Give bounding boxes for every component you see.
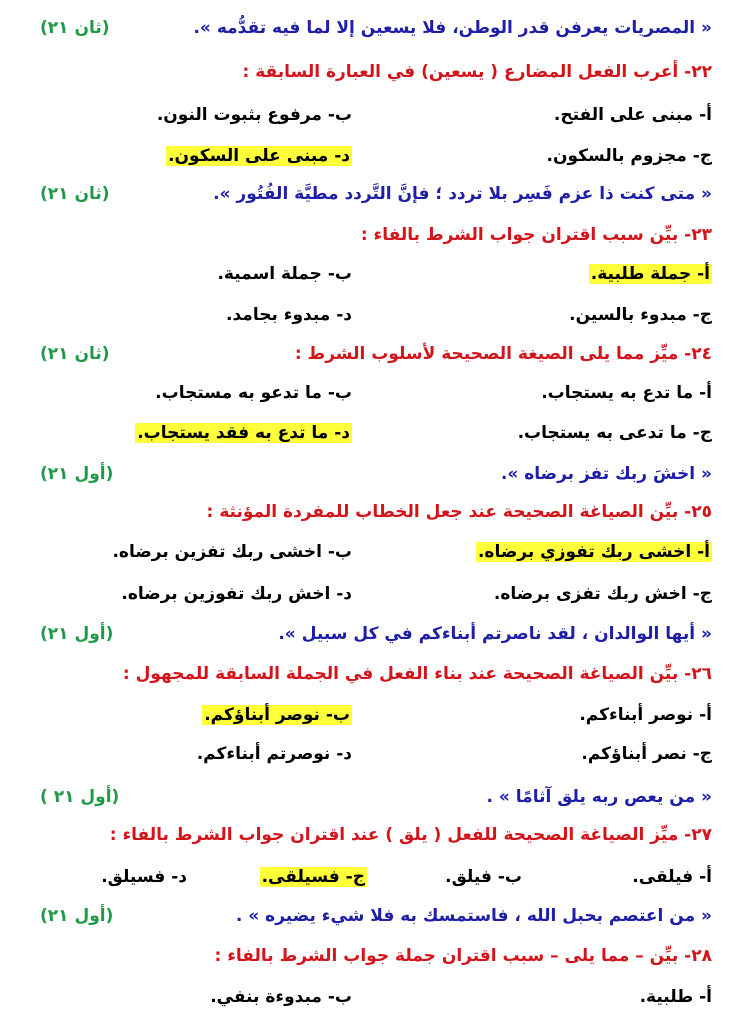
option-d-answer: د- مبنى على السكون. bbox=[168, 146, 350, 166]
options-row bbox=[40, 577, 712, 611]
question-22 bbox=[40, 55, 712, 89]
option-d-answer: د- ما تدع به فقد يستجاب. bbox=[137, 423, 350, 443]
question-text: ٢٨- بيِّن – مما يلى – سبب اقتران جملة جواب الشرط بالفاء : bbox=[214, 946, 712, 966]
quote-text: « متى كنت ذا عزم فَسِر بلا تردد ؛ فإنَّ التَّردد مطيَّة الفُتُور ». bbox=[213, 184, 712, 204]
question-24 bbox=[40, 337, 712, 371]
option-c: ج- اخش ربك تفزى برضاه. bbox=[493, 584, 712, 604]
quote-text: « أيها الوالدان ، لقد ناصرتم أبناءكم في كل سبيل ». bbox=[278, 624, 712, 644]
options-row bbox=[40, 257, 712, 291]
option-a-answer: أ- اخشى ربك تفوزي برضاه. bbox=[477, 542, 710, 562]
options-row bbox=[40, 416, 712, 450]
question-23 bbox=[40, 218, 712, 252]
option-a-answer: أ- جملة طلبية. bbox=[590, 264, 710, 284]
option-b: ب- فيلق. bbox=[445, 867, 522, 887]
option-d: د- نوصرتم أبناءكم. bbox=[196, 744, 352, 764]
question-text: ٢٧- ميِّز الصياغة الصحيحة للفعل ( يلق ) عند اقتران جواب الشرط بالفاء : bbox=[109, 825, 712, 845]
option-c: ج- ما تدعى به يستجاب. bbox=[517, 423, 712, 443]
quote-line bbox=[40, 177, 712, 211]
source-tag: (ثان ٢١) bbox=[40, 18, 110, 38]
options-row bbox=[40, 298, 712, 332]
option-c-answer: ج- فسيلقى. bbox=[261, 867, 365, 887]
options-row bbox=[40, 139, 712, 173]
quote-text: « من اعتصم بحبل الله ، فاستمسك به فلا شيء يضيره » . bbox=[235, 906, 712, 926]
source-tag: (أول ٢١) bbox=[40, 906, 114, 926]
quote-text: « اخشَ ربك تفز برضاه ». bbox=[500, 464, 712, 484]
quote-text: « المصريات يعرفن قدر الوطن، فلا يسعين إلا لما فيه تقدُّمه ». bbox=[193, 18, 712, 38]
option-d: د- فسيلق. bbox=[101, 867, 187, 887]
source-tag: (أول ٢١) bbox=[40, 464, 114, 484]
option-b: ب- مبدوءة بنفي. bbox=[210, 987, 352, 1007]
options-row bbox=[40, 698, 712, 732]
option-b: ب- جملة اسمية. bbox=[217, 264, 352, 284]
options-row bbox=[40, 535, 712, 569]
option-d: د- اخش ربك تفوزين برضاه. bbox=[121, 584, 352, 604]
options-row bbox=[40, 737, 712, 771]
question-text: ٢٢- أعرب الفعل المضارع ( يسعين) في العبارة السابقة : bbox=[242, 62, 712, 82]
options-row bbox=[40, 980, 712, 1014]
question-text: ٢٥- بيِّن الصياغة الصحيحة عند جعل الخطاب للمفردة المؤنثة : bbox=[206, 502, 712, 522]
source-tag: (أول ٢١ ) bbox=[40, 787, 120, 807]
source-tag: (ثان ٢١) bbox=[40, 184, 110, 204]
quote-text: « من يعص ربه يلق آثامًا » . bbox=[486, 787, 712, 807]
options-row bbox=[40, 98, 712, 132]
option-c: ج- مبدوء بالسين. bbox=[569, 305, 712, 325]
option-a: أ- ما تدع به يستجاب. bbox=[541, 383, 712, 403]
question-27 bbox=[40, 818, 712, 852]
option-a: أ- نوصر أبناءكم. bbox=[579, 705, 712, 725]
options-row bbox=[40, 376, 712, 410]
source-tag: (ثان ٢١) bbox=[40, 344, 110, 364]
option-a: أ- مبنى على الفتح. bbox=[553, 105, 712, 125]
option-b-answer: ب- نوصر أبناؤكم. bbox=[204, 705, 350, 725]
source-tag: (أول ٢١) bbox=[40, 624, 114, 644]
quote-line bbox=[40, 780, 712, 814]
question-28 bbox=[40, 939, 712, 973]
question-26 bbox=[40, 657, 712, 691]
option-a: أ- فيلقى. bbox=[632, 867, 712, 887]
question-text: ٢٦- بيِّن الصياغة الصحيحة عند بناء الفعل في الجملة السابقة للمجهول : bbox=[122, 664, 712, 684]
quote-line bbox=[40, 617, 712, 651]
quote-line bbox=[40, 899, 712, 933]
option-b: ب- ما تدعو به مستجاب. bbox=[155, 383, 352, 403]
option-b: ب- مرفوع بثبوت النون. bbox=[156, 105, 352, 125]
option-d: د- مبدوء بجامد. bbox=[226, 305, 352, 325]
options-row-4 bbox=[40, 860, 712, 894]
quote-line bbox=[40, 457, 712, 491]
question-text: ٢٣- بيِّن سبب اقتران جواب الشرط بالفاء : bbox=[360, 225, 712, 245]
question-25 bbox=[40, 495, 712, 529]
option-b: ب- اخشى ربك تفزين برضاه. bbox=[112, 542, 352, 562]
question-text: ٢٤- ميِّز مما يلى الصيغة الصحيحة لأسلوب الشرط : bbox=[294, 344, 712, 364]
option-a: أ- طلبية. bbox=[639, 987, 712, 1007]
quote-line bbox=[40, 11, 712, 45]
option-c: ج- نصر أبناؤكم. bbox=[581, 744, 712, 764]
option-c: ج- مجزوم بالسكون. bbox=[546, 146, 712, 166]
